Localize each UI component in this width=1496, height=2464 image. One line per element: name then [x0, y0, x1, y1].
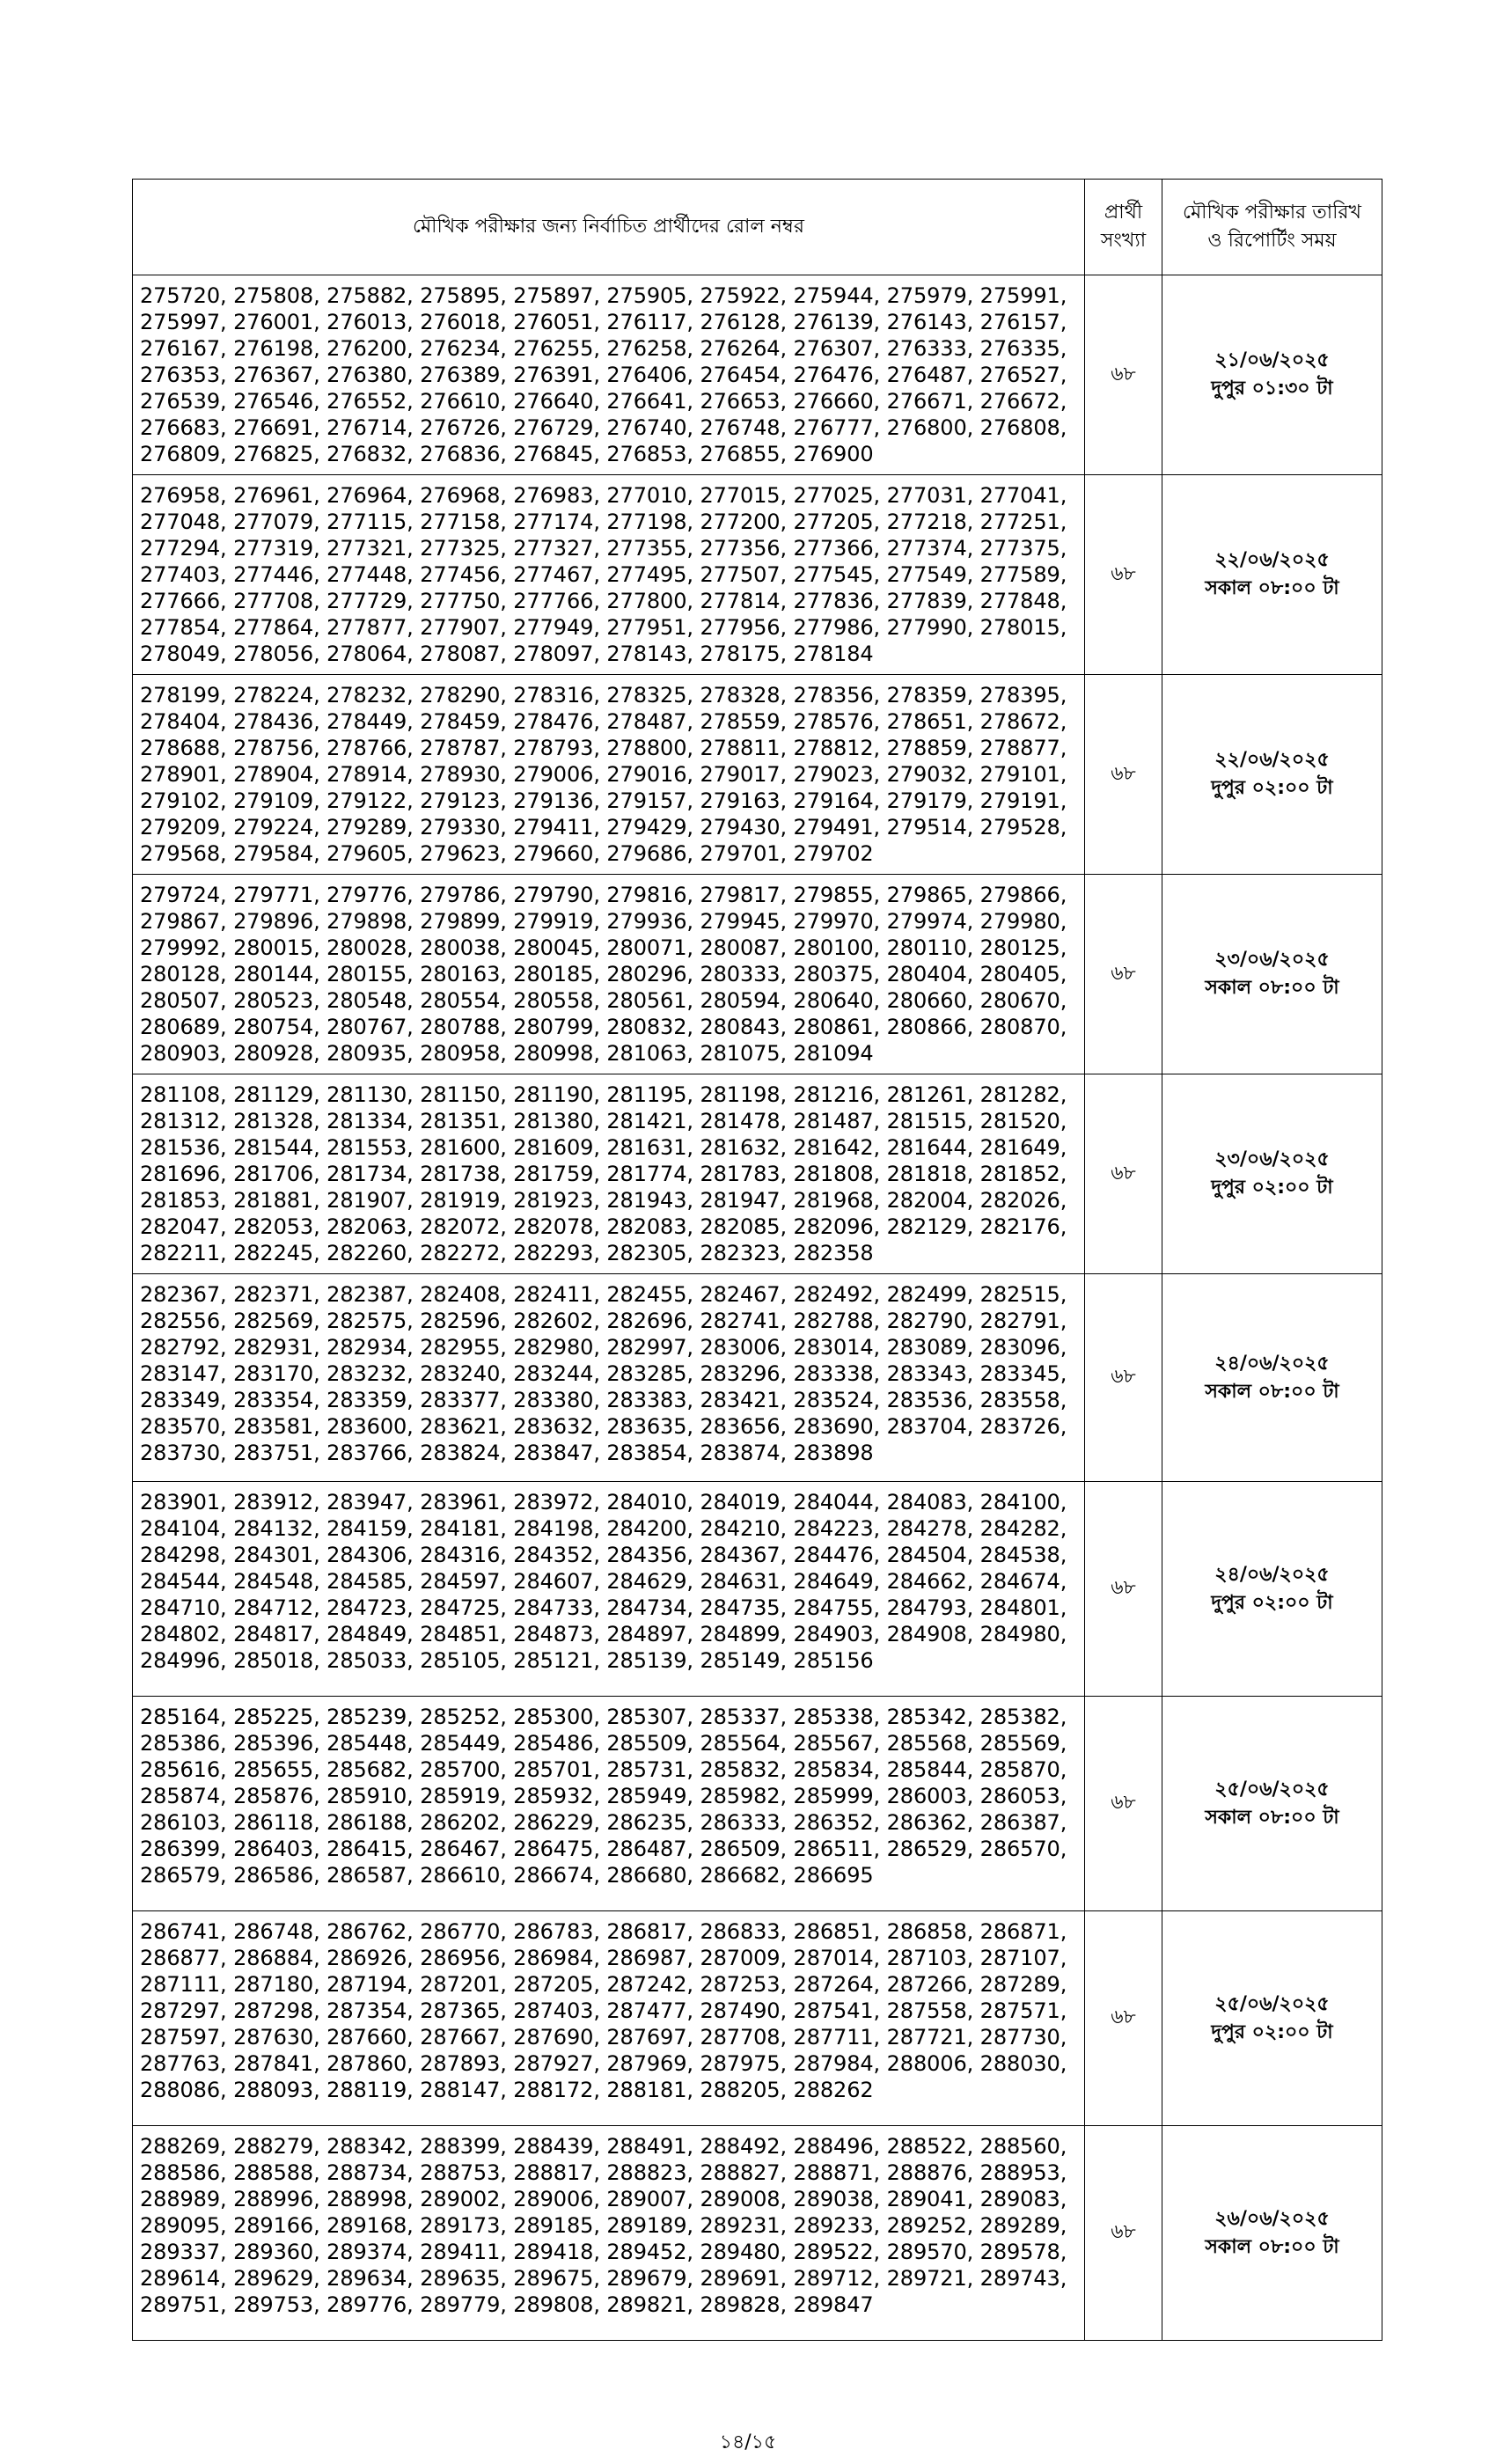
table-row [133, 1697, 1382, 1911]
roll-numbers-cell: 278199, 278224, 278232, 278290, 278316, 278325, 278328, 278356, 278359, 278395, 278404, 278436, 278449, 278459, 278476, 278487, 278559, 278576, 278651, 278672, 278688, 278756, 278766, 278787, 278793, 278800, 278811, 278812, 278859, 278877, 278901, 278904, 278914, 278930, 279006, 279016, 279017, 279023, 279032, 279101, 279102, 279109, 279122, 279123, 279136, 279157, 279163, 279164, 279179, 279191, 279209, 279224, 279289, 279330, 279411, 279429, 279430, 279491, 279514, 279528, 279568, 279584, 279605, 279623, 279660, 279686, 279701, 279702 [133, 675, 1085, 875]
roll-numbers-cell: 286741, 286748, 286762, 286770, 286783, 286817, 286833, 286851, 286858, 286871, 286877, 286884, 286926, 286956, 286984, 286987, 287009, 287014, 287103, 287107, 287111, 287180, 287194, 287201, 287205, 287242, 287253, 287264, 287266, 287289, 287297, 287298, 287354, 287365, 287403, 287477, 287490, 287541, 287558, 287571, 287597, 287630, 287660, 287667, 287690, 287697, 287708, 287711, 287721, 287730, 287763, 287841, 287860, 287893, 287927, 287969, 287975, 287984, 288006, 288030, 288086, 288093, 288119, 288147, 288172, 288181, 288205, 288262 [133, 1911, 1085, 2126]
reporting-time: সকাল ০৮:০০ টা [1205, 577, 1339, 599]
exam-date: ২২/০৬/২০২৫ [1214, 549, 1330, 571]
date-time-cell [1162, 2126, 1382, 2341]
roll-numbers-cell: 288269, 288279, 288342, 288399, 288439, 288491, 288492, 288496, 288522, 288560, 288586, 288588, 288734, 288753, 288817, 288823, 288827, 288871, 288876, 288953, 288989, 288996, 288998, 289002, 289006, 289007, 289008, 289038, 289041, 289083, 289095, 289166, 289168, 289173, 289185, 289189, 289231, 289233, 289252, 289289, 289337, 289360, 289374, 289411, 289418, 289452, 289480, 289522, 289570, 289578, 289614, 289629, 289634, 289635, 289675, 289679, 289691, 289712, 289721, 289743, 289751, 289753, 289776, 289779, 289808, 289821, 289828, 289847 [133, 2126, 1085, 2341]
candidate-count-cell: ৬৮ [1085, 2126, 1162, 2341]
exam-date: ২৪/০৬/২০২৫ [1214, 1352, 1330, 1375]
exam-date: ২১/০৬/২০২৫ [1214, 349, 1330, 371]
candidate-count-cell: ৬৮ [1085, 675, 1162, 875]
reporting-time: দুপুর ০১:৩০ টা [1211, 378, 1333, 400]
header-row [133, 180, 1382, 275]
exam-date: ২৪/০৬/২০২৫ [1214, 1563, 1330, 1586]
table-row [133, 275, 1382, 475]
exam-date: ২৩/০৬/২০২৫ [1214, 1148, 1330, 1170]
table-row [133, 1482, 1382, 1697]
candidate-count-cell: ৬৮ [1085, 275, 1162, 475]
candidate-count-cell: ৬৮ [1085, 1482, 1162, 1697]
table-row [133, 675, 1382, 875]
roll-numbers-cell: 276958, 276961, 276964, 276968, 276983, 277010, 277015, 277025, 277031, 277041, 277048, 277079, 277115, 277158, 277174, 277198, 277200, 277205, 277218, 277251, 277294, 277319, 277321, 277325, 277327, 277355, 277356, 277366, 277374, 277375, 277403, 277446, 277448, 277456, 277467, 277495, 277507, 277545, 277549, 277589, 277666, 277708, 277729, 277750, 277766, 277800, 277814, 277836, 277839, 277848, 277854, 277864, 277877, 277907, 277949, 277951, 277956, 277986, 277990, 278015, 278049, 278056, 278064, 278087, 278097, 278143, 278175, 278184 [133, 475, 1085, 675]
table-row [133, 1911, 1382, 2126]
candidate-count-cell: ৬৮ [1085, 1074, 1162, 1274]
reporting-time: সকাল ০৮:০০ টা [1205, 2235, 1339, 2258]
roll-numbers-cell: 282367, 282371, 282387, 282408, 282411, 282455, 282467, 282492, 282499, 282515, 282556, 282569, 282575, 282596, 282602, 282696, 282741, 282788, 282790, 282791, 282792, 282931, 282934, 282955, 282980, 282997, 283006, 283014, 283089, 283096, 283147, 283170, 283232, 283240, 283244, 283285, 283296, 283338, 283343, 283345, 283349, 283354, 283359, 283377, 283380, 283383, 283421, 283524, 283536, 283558, 283570, 283581, 283600, 283621, 283632, 283635, 283656, 283690, 283704, 283726, 283730, 283751, 283766, 283824, 283847, 283854, 283874, 283898 [133, 1274, 1085, 1482]
reporting-time: দুপুর ০২:০০ টা [1211, 1177, 1333, 1199]
header-count-line2: সংখ্যা [1100, 230, 1147, 252]
candidate-count-cell: ৬৮ [1085, 475, 1162, 675]
roll-numbers-cell: 275720, 275808, 275882, 275895, 275897, 275905, 275922, 275944, 275979, 275991, 275997, 276001, 276013, 276018, 276051, 276117, 276128, 276139, 276143, 276157, 276167, 276198, 276200, 276234, 276255, 276258, 276264, 276307, 276333, 276335, 276353, 276367, 276380, 276389, 276391, 276406, 276454, 276476, 276487, 276527, 276539, 276546, 276552, 276610, 276640, 276641, 276653, 276660, 276671, 276672, 276683, 276691, 276714, 276726, 276729, 276740, 276748, 276777, 276800, 276808, 276809, 276825, 276832, 276836, 276845, 276853, 276855, 276900 [133, 275, 1085, 475]
date-time-cell [1162, 1274, 1382, 1482]
reporting-time: সকাল ০৮:০০ টা [1205, 1380, 1339, 1403]
roll-number-table [132, 179, 1382, 2341]
candidate-count-cell: ৬৮ [1085, 1697, 1162, 1911]
table-row [133, 1274, 1382, 1482]
date-time-cell [1162, 475, 1382, 675]
header-date-line1: মৌখিক পরীক্ষার তারিখ [1183, 202, 1361, 224]
header-count-line1: প্রার্থী [1104, 202, 1143, 224]
roll-numbers-cell: 281108, 281129, 281130, 281150, 281190, 281195, 281198, 281216, 281261, 281282, 281312, 281328, 281334, 281351, 281380, 281421, 281478, 281487, 281515, 281520, 281536, 281544, 281553, 281600, 281609, 281631, 281632, 281642, 281644, 281649, 281696, 281706, 281734, 281738, 281759, 281774, 281783, 281808, 281818, 281852, 281853, 281881, 281907, 281919, 281923, 281943, 281947, 281968, 282004, 282026, 282047, 282053, 282063, 282072, 282078, 282083, 282085, 282096, 282129, 282176, 282211, 282245, 282260, 282272, 282293, 282305, 282323, 282358 [133, 1074, 1085, 1274]
date-time-cell [1162, 1074, 1382, 1274]
reporting-time: দুপুর ০২:০০ টা [1211, 777, 1333, 799]
reporting-time: দুপুর ০২:০০ টা [1211, 1591, 1333, 1614]
roll-numbers-cell: 285164, 285225, 285239, 285252, 285300, 285307, 285337, 285338, 285342, 285382, 285386, 285396, 285448, 285449, 285486, 285509, 285564, 285567, 285568, 285569, 285616, 285655, 285682, 285700, 285701, 285731, 285832, 285834, 285844, 285870, 285874, 285876, 285910, 285919, 285932, 285949, 285982, 285999, 286003, 286053, 286103, 286118, 286188, 286202, 286229, 286235, 286333, 286352, 286362, 286387, 286399, 286403, 286415, 286467, 286475, 286487, 286509, 286511, 286529, 286570, 286579, 286586, 286587, 286610, 286674, 286680, 286682, 286695 [133, 1697, 1085, 1911]
exam-date: ২৩/০৬/২০২৫ [1214, 949, 1330, 971]
header-exam-date-time [1162, 180, 1382, 275]
header-date-line2: ও রিপোর্টিং সময় [1207, 230, 1337, 252]
exam-date: ২৬/০৬/২০২৫ [1214, 2207, 1330, 2230]
date-time-cell [1162, 1911, 1382, 2126]
candidate-count-cell: ৬৮ [1085, 1911, 1162, 2126]
table-row [133, 475, 1382, 675]
header-roll-numbers: মৌখিক পরীক্ষার জন্য নির্বাচিত প্রার্থীদের রোল নম্বর [133, 180, 1085, 275]
date-time-cell [1162, 875, 1382, 1074]
date-time-cell [1162, 1482, 1382, 1697]
date-time-cell [1162, 675, 1382, 875]
roll-numbers-cell: 279724, 279771, 279776, 279786, 279790, 279816, 279817, 279855, 279865, 279866, 279867, 279896, 279898, 279899, 279919, 279936, 279945, 279970, 279974, 279980, 279992, 280015, 280028, 280038, 280045, 280071, 280087, 280100, 280110, 280125, 280128, 280144, 280155, 280163, 280185, 280296, 280333, 280375, 280404, 280405, 280507, 280523, 280548, 280554, 280558, 280561, 280594, 280640, 280660, 280670, 280689, 280754, 280767, 280788, 280799, 280832, 280843, 280861, 280866, 280870, 280903, 280928, 280935, 280958, 280998, 281063, 281075, 281094 [133, 875, 1085, 1074]
candidate-count-cell: ৬৮ [1085, 875, 1162, 1074]
table-row [133, 2126, 1382, 2341]
table-row [133, 1074, 1382, 1274]
roll-numbers-cell: 283901, 283912, 283947, 283961, 283972, 284010, 284019, 284044, 284083, 284100, 284104, 284132, 284159, 284181, 284198, 284200, 284210, 284223, 284278, 284282, 284298, 284301, 284306, 284316, 284352, 284356, 284367, 284476, 284504, 284538, 284544, 284548, 284585, 284597, 284607, 284629, 284631, 284649, 284662, 284674, 284710, 284712, 284723, 284725, 284733, 284734, 284735, 284755, 284793, 284801, 284802, 284817, 284849, 284851, 284873, 284897, 284899, 284903, 284908, 284980, 284996, 285018, 285033, 285105, 285121, 285139, 285149, 285156 [133, 1482, 1085, 1697]
page-number: ১৪/১৫ [719, 2431, 777, 2453]
reporting-time: সকাল ০৮:০০ টা [1205, 1806, 1339, 1829]
reporting-time: সকাল ০৮:০০ টা [1205, 977, 1339, 999]
exam-date: ২৫/০৬/২০২৫ [1214, 1992, 1330, 2015]
date-time-cell [1162, 1697, 1382, 1911]
exam-date: ২৫/০৬/২০২৫ [1214, 1778, 1330, 1800]
candidate-count-cell: ৬৮ [1085, 1274, 1162, 1482]
table-row [133, 875, 1382, 1074]
reporting-time: দুপুর ০২:০০ টা [1211, 2020, 1333, 2043]
date-time-cell [1162, 275, 1382, 475]
exam-date: ২২/০৬/২০২৫ [1214, 749, 1330, 771]
header-candidate-count [1085, 180, 1162, 275]
